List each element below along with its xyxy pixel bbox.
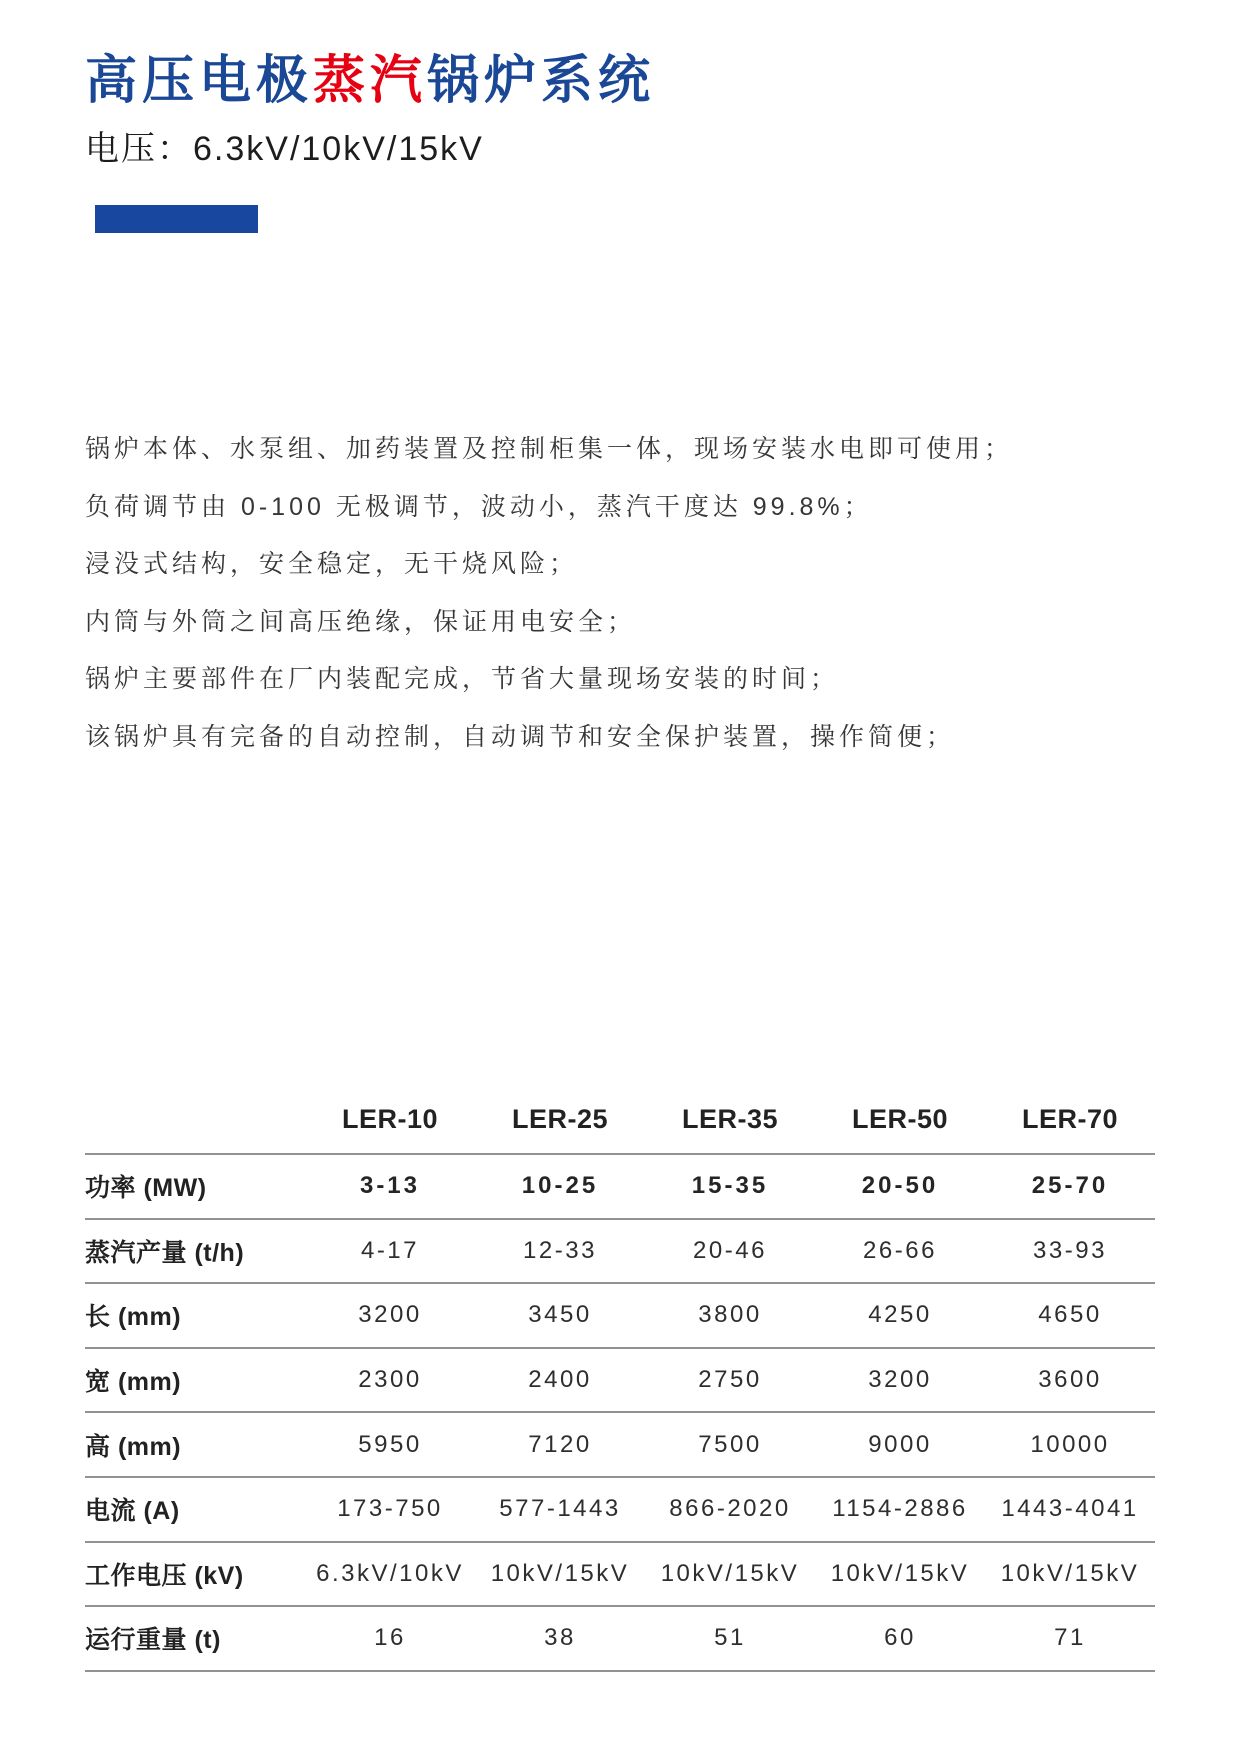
- table-model-header: LER-35: [681, 1104, 779, 1134]
- table-row-label: 长 (mm): [85, 1303, 182, 1332]
- table-cell: 3450: [528, 1301, 592, 1329]
- table-model-header: LER-10: [341, 1104, 439, 1134]
- table-cell: 20-46: [693, 1236, 767, 1264]
- table-cell: 12-33: [523, 1236, 597, 1264]
- table-row-label: 高 (mm): [85, 1432, 182, 1461]
- table-row: [85, 1284, 1155, 1349]
- table-cell: 5950: [358, 1430, 422, 1458]
- table-row-label: 电流 (A): [85, 1497, 180, 1526]
- feature-line: 该锅炉具有完备的自动控制，自动调节和安全保护装置，操作简便；: [85, 722, 956, 751]
- table-cell: 6.3kV/10kV: [316, 1559, 464, 1587]
- table-cell: 2300: [358, 1366, 422, 1394]
- table-cell: 10000: [1030, 1430, 1110, 1458]
- feature-line: 负荷调节由 0-100 无极调节，波动小，蒸汽干度达 99.8%；: [85, 492, 873, 521]
- table-cell: 2750: [698, 1366, 762, 1394]
- table-cell: 4650: [1038, 1301, 1102, 1329]
- table-cell: 10-25: [521, 1172, 599, 1200]
- table-cell: 10kV/15kV: [490, 1559, 630, 1587]
- table-cell: 3200: [868, 1366, 932, 1394]
- table-cell: 9000: [868, 1430, 932, 1458]
- table-cell: 173-750: [337, 1495, 443, 1523]
- table-row: [85, 1155, 1155, 1220]
- table-cell: 10kV/15kV: [660, 1559, 800, 1587]
- table-cell: 3-13: [359, 1172, 421, 1200]
- title-segment-blue-2: 锅炉系统: [427, 52, 656, 110]
- table-cell: 20-50: [861, 1172, 939, 1200]
- table-model-header: LER-70: [1021, 1104, 1119, 1134]
- feature-line: 内筒与外筒之间高压绝缘，保证用电安全；: [85, 607, 637, 636]
- table-model-header: LER-25: [511, 1104, 609, 1134]
- table-cell: 577-1443: [499, 1495, 621, 1523]
- table-cell: 1154-2886: [832, 1495, 968, 1523]
- table-header-row: [85, 1086, 1155, 1155]
- table-cell: 4250: [868, 1301, 932, 1329]
- table-row: [85, 1413, 1155, 1478]
- accent-bar: [95, 205, 258, 233]
- title-segment-red: 蒸汽: [313, 52, 428, 110]
- table-cell: 25-70: [1031, 1172, 1109, 1200]
- title-segment-blue-1: 高压电极: [85, 52, 314, 110]
- table-cell: 3600: [1038, 1366, 1102, 1394]
- table-cell: 866-2020: [669, 1495, 791, 1523]
- feature-list: [85, 421, 1165, 766]
- table-row-label: 工作电压 (kV): [85, 1561, 244, 1590]
- table-row: [85, 1349, 1155, 1414]
- table-cell: 3200: [358, 1301, 422, 1329]
- table-cell: 38: [544, 1624, 576, 1652]
- table-row-label: 运行重量 (t): [85, 1626, 221, 1655]
- table-cell: 4-17: [360, 1236, 420, 1264]
- feature-line: 浸没式结构，安全稳定，无干烧风险；: [85, 550, 579, 578]
- table-cell: 10kV/15kV: [830, 1559, 970, 1587]
- table-cell: 15-35: [691, 1172, 769, 1200]
- table-cell: 51: [714, 1624, 746, 1652]
- table-row: [85, 1478, 1155, 1543]
- table-cell: 26-66: [863, 1236, 937, 1264]
- table-cell: 7120: [528, 1430, 592, 1458]
- table-row: [85, 1607, 1155, 1672]
- table-row-label: 蒸汽产量 (t/h): [85, 1238, 245, 1267]
- table-model-header: LER-50: [851, 1104, 949, 1134]
- table-row-label: 功率 (MW): [85, 1174, 207, 1203]
- table-cell: 60: [884, 1624, 916, 1652]
- table-row: [85, 1543, 1155, 1608]
- table-cell: 10kV/15kV: [1000, 1559, 1140, 1587]
- page-title: [85, 52, 655, 110]
- table-cell: 71: [1054, 1624, 1086, 1652]
- table-row-label: 宽 (mm): [85, 1368, 182, 1397]
- table-cell: 2400: [528, 1366, 592, 1394]
- voltage-subtitle: 电压：6.3kV/10kV/15kV: [85, 130, 484, 168]
- spec-table: [85, 1086, 1155, 1672]
- table-cell: 1443-4041: [1001, 1495, 1139, 1523]
- table-row: [85, 1220, 1155, 1285]
- table-cell: 3800: [698, 1301, 762, 1329]
- feature-line: 锅炉主要部件在厂内装配完成，节省大量现场安装的时间；: [85, 665, 840, 693]
- feature-line: 锅炉本体、水泵组、加药装置及控制柜集一体，现场安装水电即可使用；: [85, 435, 1014, 463]
- table-cell: 7500: [698, 1430, 762, 1458]
- table-cell: 33-93: [1033, 1236, 1107, 1264]
- table-cell: 16: [374, 1624, 406, 1652]
